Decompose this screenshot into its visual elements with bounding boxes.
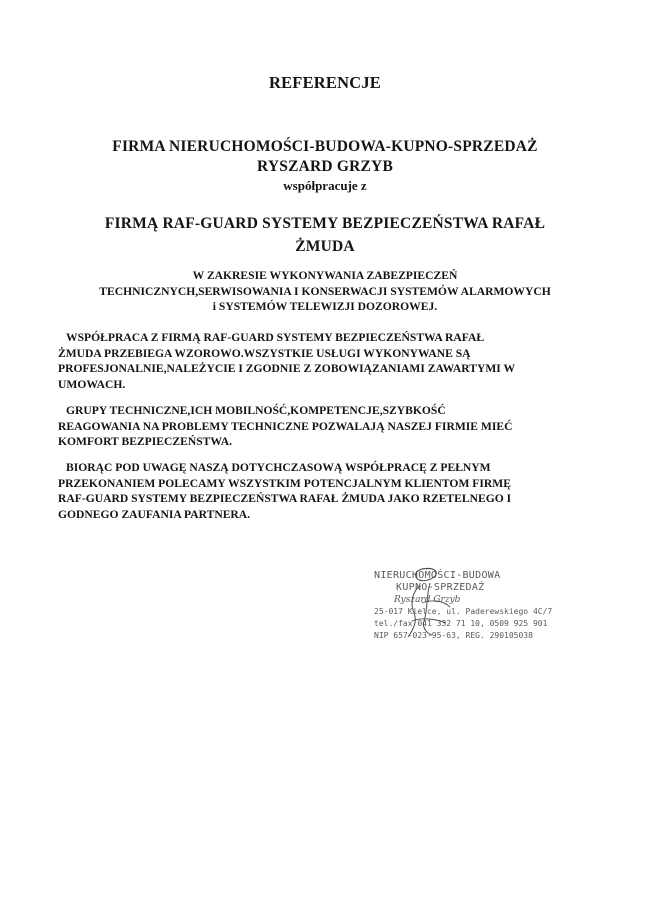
paragraph-line: REAGOWANIA NA PROBLEMY TECHNICZNE POZWALAJĄ NASZEJ FIRMIE MIEĆ: [58, 419, 513, 433]
cooperates-with-text: współpracuje z: [283, 178, 367, 193]
partner-name-line1: FIRMĄ RAF-GUARD SYSTEMY BEZPIECZEŃSTWA RAFAŁ: [104, 215, 546, 232]
document-title: REFERENCJE: [268, 73, 381, 92]
company-name-line2: RYSZARD GRZYB: [257, 158, 393, 175]
paragraph-line: BIORĄC POD UWAGĘ NASZĄ DOTYCHCZASOWĄ WSPÓŁPRACĘ Z PEŁNYM: [66, 461, 491, 474]
scope-of-work: [40, 268, 610, 315]
paragraph-line: WSPÓŁPRACA Z FIRMĄ RAF-GUARD SYSTEMY BEZPIECZEŃSTWA RAFAŁ: [66, 331, 485, 344]
paragraph-technical-groups: [58, 403, 578, 450]
paragraph-line: PRZEKONANIEM POLECAMY WSZYSTKIM POTENCJALNYM KLIENTOM FIRMĘ: [58, 476, 511, 490]
stamp-address: 25-017 Kielce, ul. Paderewskiego 4C/7: [374, 607, 553, 616]
paragraph-cooperation: [58, 330, 578, 392]
paragraph-line: RAF-GUARD SYSTEMY BEZPIECZEŃSTWA RAFAŁ ŻMUDA JAKO RZETELNEGO I: [58, 492, 512, 505]
partner-company: [0, 212, 650, 258]
company-name-line1: FIRMA NIERUCHOMOŚCI-BUDOWA-KUPNO-SPRZEDAŻ: [112, 138, 538, 155]
scope-line: TECHNICZNYCH,SERWISOWANIA I KONSERWACJI SYSTEMÓW ALARMOWYCH: [99, 284, 551, 298]
partner-name-line2: ŻMUDA: [295, 238, 355, 255]
stamp-line: KUPNO-SPRZEDAŻ: [396, 582, 485, 593]
paragraph-line: PROFESJONALNIE,NALEŻYCIE I ZGODNIE Z ZOBOWIĄZANIAMI ZAWARTYMI W: [58, 362, 516, 375]
paragraph-line: GODNEGO ZAUFANIA PARTNERA.: [58, 507, 251, 521]
paragraph-recommendation: [58, 460, 578, 522]
stamp-phone: tel./fax 041 332 71 10, 0509 925 901: [374, 619, 548, 628]
scope-line: i SYSTEMÓW TELEWIZJI DOZOROWEJ.: [212, 300, 438, 313]
stamp-line: NIERUCHOMOŚCI-BUDOWA: [374, 570, 501, 581]
stamp-owner-name: Ryszard Grzyb: [394, 595, 461, 605]
paragraph-line: KOMFORT BEZPIECZEŃSTWA.: [58, 435, 232, 448]
issuing-company: [0, 137, 650, 195]
paragraph-line: GRUPY TECHNICZNE,ICH MOBILNOŚĆ,KOMPETENCJE,SZYBKOŚĆ: [66, 404, 446, 417]
company-stamp: [374, 570, 553, 642]
scope-line: W ZAKRESIE WYKONYWANIA ZABEZPIECZEŃ: [192, 269, 458, 282]
paragraph-line: UMOWACH.: [58, 377, 126, 391]
paragraph-line: ŻMUDA PRZEBIEGA WZOROWO.WSZYSTKIE USŁUGI WYKONYWANE SĄ: [58, 346, 471, 360]
stamp-registration: NIP 657-023-95-63, REG. 290105038: [374, 631, 533, 640]
